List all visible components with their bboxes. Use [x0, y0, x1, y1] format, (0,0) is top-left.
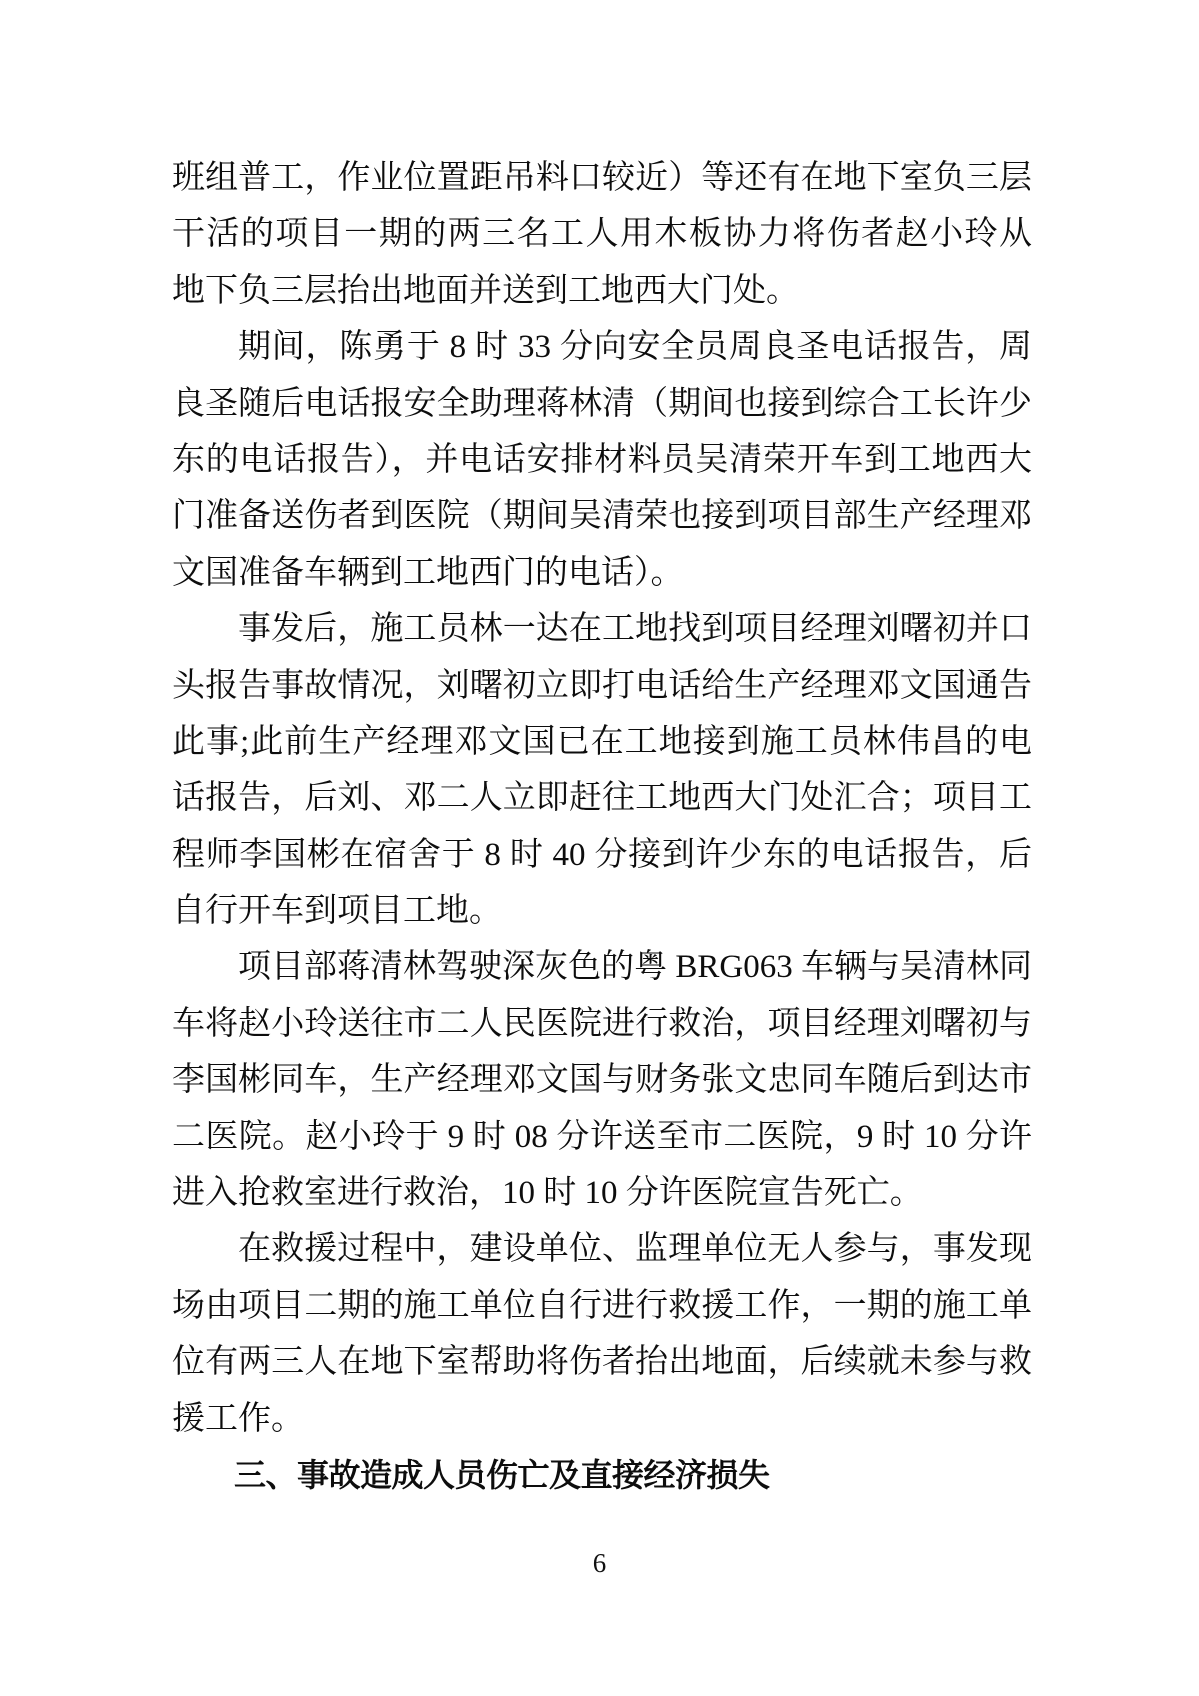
document-line: 班组普工，作业位置距吊料口较近）等还有在地下室负三层	[172, 160, 1032, 196]
document-content	[172, 150, 1032, 1503]
page-number: 6	[592, 1548, 607, 1578]
document-line: 位有两三人在地下室帮助将伤者抬出地面，后续就未参与救	[172, 1344, 1032, 1381]
document-line: 期间，陈勇于 8 时 33 分向安全员周良圣电话报告，周	[238, 329, 1032, 366]
document-line: 干活的项目一期的两三名工人用木板协力将伤者赵小玲从	[172, 216, 1032, 253]
document-line: 文国准备车辆到工地西门的电话）。	[172, 554, 684, 591]
document-line: 此事;此前生产经理邓文国已在工地接到施工员林伟昌的电	[172, 723, 1032, 760]
document-line: 在救援过程中，建设单位、监理单位无人参与，事发现	[238, 1231, 1032, 1268]
document-line: 项目部蒋清林驾驶深灰色的粤 BRG063 车辆与吴清林同	[238, 949, 1032, 986]
document-line: 进入抢救室进行救治，10 时 10 分许医院宣告死亡。	[172, 1175, 923, 1212]
document-line: 话报告，后刘、邓二人立即赶往工地西大门处汇合；项目工	[172, 780, 1032, 817]
document-line: 场由项目二期的施工单位自行进行救援工作，一期的施工单	[172, 1287, 1032, 1324]
document-line: 自行开车到项目工地。	[172, 893, 502, 930]
document-line: 援工作。	[172, 1400, 304, 1437]
document-line: 李国彬同车，生产经理邓文国与财务张文忠同车随后到达市	[172, 1062, 1032, 1099]
document-line: 车将赵小玲送往市二人民医院进行救治，项目经理刘曙初与	[172, 1005, 1032, 1042]
document-line: 事发后，施工员林一达在工地找到项目经理刘曙初并口	[238, 611, 1032, 648]
document-line: 地下负三层抬出地面并送到工地西大门处。	[172, 272, 799, 309]
section-heading: 三、事故造成人员伤亡及直接经济损失	[234, 1456, 770, 1493]
document-line: 头报告事故情况，刘曙初立即打电话给生产经理邓文国通告	[172, 667, 1032, 704]
document-line: 程师李国彬在宿舍于 8 时 40 分接到许少东的电话报告，后	[172, 836, 1032, 873]
document-line: 二医院。赵小玲于 9 时 08 分许送至市二医院，9 时 10 分许	[172, 1118, 1032, 1155]
document-line: 良圣随后电话报安全助理蒋林清（期间也接到综合工长许少	[172, 385, 1032, 422]
document-line: 东的电话报告），并电话安排材料员吴清荣开车到工地西大	[172, 441, 1032, 478]
document-line: 门准备送伤者到医院（期间吴清荣也接到项目部生产经理邓	[172, 498, 1032, 535]
